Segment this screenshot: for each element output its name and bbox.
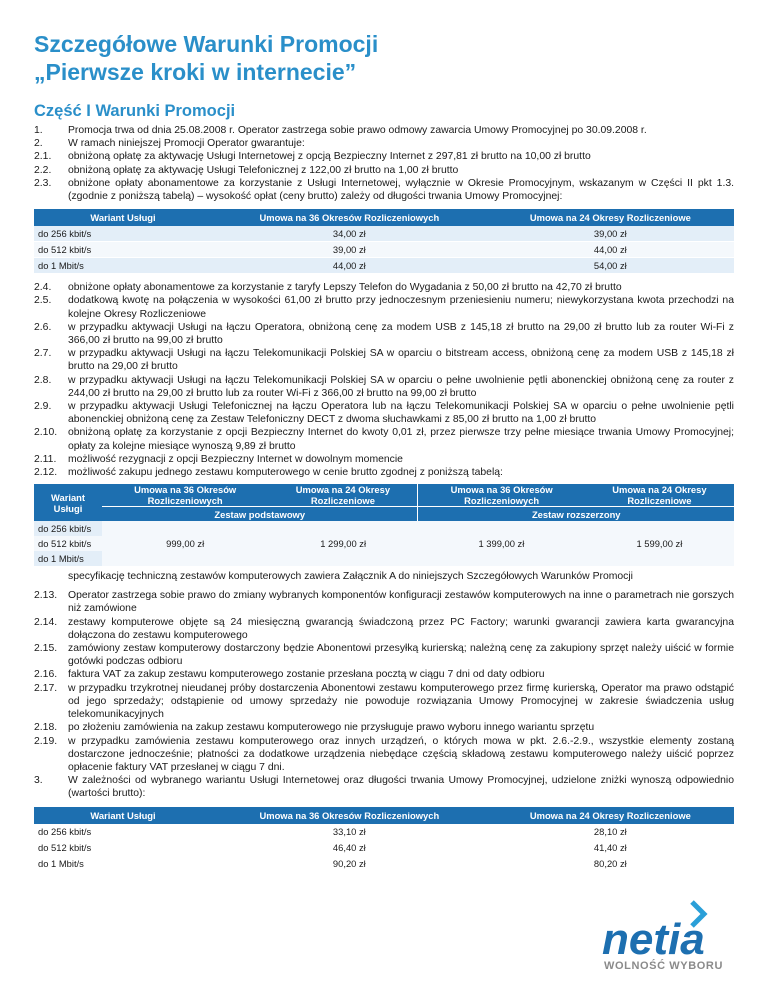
table-cell: do 1 Mbit/s — [34, 551, 102, 566]
table3-header-24: Umowa na 24 Okresy Rozliczeniowe — [487, 807, 734, 824]
table2-header-c1: Umowa na 36 Okresów Rozliczeniowych — [102, 484, 268, 507]
item-text: w przypadku aktywacji Usługi na łączu Operatora, obniżoną cenę za modem USB z 145,18 zł brutto na 29,00 zł brutto lub za router Wi-Fi z 366,00 zł brutto na 99,00 zł brutto — [68, 321, 734, 347]
list-item — [34, 124, 734, 137]
item-text: faktura VAT za zakup zestawu komputerowego zostanie przesłana pocztą w ciągu 7 dni od daty odbioru — [68, 669, 545, 681]
list-item — [34, 735, 734, 775]
table-cell: 41,40 zł — [487, 839, 734, 855]
terms-list-a — [34, 124, 734, 203]
item-text: możliwość zakupu jednego zestawu komputerowego w cenie brutto zgodnej z poniższą tabelą: — [68, 467, 503, 479]
list-item — [34, 281, 734, 294]
table-cell: 28,10 zł — [593, 825, 627, 837]
item-text: w przypadku trzykrotnej nieudanej próby dostarczenia Abonentowi zestawu komputerowego przez firmę kurierską, Operator ma prawo odstąpić od jego sprzedaży; odstąpienie od umowy sprzedaży nie powoduje rozwiązania Umowy Promocyjnej w zakresie świadczenia usług telekomunikacyjnych — [68, 682, 734, 721]
list-item — [34, 400, 734, 426]
item-text: zestawy komputerowe objęte są 24 miesięczną gwarancją świadczoną przez PC Factory; warunki gwarancji zawiera karta gwarancyjna dołączona do zestawu komputerowego — [68, 616, 734, 641]
list-item — [34, 177, 734, 203]
item-text: W zależności od wybranego wariantu Usługi Internetowej oraz długości trwania Umowy Promocyjnej, udzielone zniżki wynoszą odpowiednio (wartości brutto): — [68, 775, 734, 800]
table-cell: 33,10 zł — [332, 825, 366, 837]
item-number: 2.1. — [34, 151, 52, 163]
netia-logo — [600, 900, 730, 972]
computer-set-price-table — [34, 484, 734, 566]
item-text: możliwość rezygnacji z opcji Bezpieczny Internet w dowolnym momencie — [68, 453, 403, 465]
table3-header-36: Umowa na 36 Okresów Rozliczeniowych — [212, 807, 487, 824]
item-text: Operator zastrzega sobie prawo do zmiany wybranych komponentów konfiguracji zestawów komputerowych na inne o parametrach nie gorszych niż zamówione — [68, 590, 734, 615]
item-number: 2.9. — [34, 401, 52, 413]
item-text: obniżone opłaty abonamentowe za korzystanie z taryfy Lepszy Telefon do Wygadania z 50,00 zł brutto na 42,70 zł brutto — [68, 282, 622, 294]
item-number: 2.14. — [34, 616, 58, 628]
item-number: 3. — [34, 775, 43, 787]
terms-list-b — [34, 281, 734, 479]
item-number: 2.2. — [34, 164, 52, 176]
table-cell: 80,20 zł — [487, 855, 734, 871]
item-number: 2.10. — [34, 427, 58, 439]
page-title — [34, 30, 734, 86]
item-number: 2.17. — [34, 682, 58, 694]
item-text: w przypadku aktywacji Usługi na łączu Telekomunikacji Polskiej SA w oparciu o bitstream access, obniżoną cenę za modem USB z 145,18 zł brutto na 29,00 zł brutto — [68, 348, 734, 373]
subscription-price-table — [34, 209, 734, 273]
item-text: obniżoną opłatę za korzystanie z opcji Bezpieczny Internet do kwoty 0,01 zł, przez pierwsze trzy pełne miesiące trwania Umowy Promocyjnej; opłaty za kolejne miesiące wynoszą 9,89 zł brutto — [68, 427, 734, 452]
table-cell: do 1 Mbit/s — [34, 258, 212, 274]
item-number: 2.8. — [34, 374, 52, 386]
table-row — [34, 521, 734, 536]
list-item — [34, 137, 734, 150]
item-number: 2.6. — [34, 321, 52, 333]
spec-note: specyfikację techniczną zestawów komputerowych zawiera Załącznik A do niniejszych Szczegółowych Warunków Promocji — [68, 571, 633, 583]
item-text: obniżoną opłatę za aktywację Usługi Telefonicznej z 122,00 zł brutto na 1,00 zł brutto — [68, 164, 459, 176]
item-text: obniżone opłaty abonamentowe za korzystanie z Usługi Internetowej, wyłącznie w Okresie Promocyjnym, wskazanym w Części II pkt 1.3. (zgodnie z poniższą tabelą) – wysokość opłat (ceny brutto) zależy od długości trwania Umowy Promocyjnej: — [68, 177, 734, 203]
item-number: 2.12. — [34, 467, 58, 479]
logo-tagline: WOLNOŚĆ WYBORU — [604, 960, 724, 972]
item-number: 2.5. — [34, 295, 52, 307]
list-item — [34, 164, 734, 177]
list-item — [34, 682, 734, 722]
table-row — [34, 226, 734, 242]
item-number: 2.15. — [34, 643, 58, 655]
item-text: zamówiony zestaw komputerowy dostarczony będzie Abonentowi przesyłką kurierską; należną cenę za zakupiony sprzęt należy uiścić w formie gotówki podczas odbioru — [68, 643, 734, 668]
item-number: 2.3. — [34, 177, 52, 189]
item-number: 2.18. — [34, 722, 58, 734]
table2-header-extended: Zestaw rozszerzony — [418, 507, 734, 522]
list-item — [34, 466, 734, 479]
table-row — [34, 839, 734, 855]
table2-header-variant: Wariant Usługi — [34, 484, 102, 521]
list-item — [34, 668, 734, 681]
item-text: w przypadku zamówienia zestawu komputerowego oraz innych urządzeń, o których mowa w pkt. 2.6.-2.9., wszystkie elementy zostaną dostarczone jednocześnie; płatności za dodatkowe urządzenia niebędące częścią składową zestawu komputerowego należy uiścić poprzez opłacenie faktury VAT przesłanej w ciągu 7 dni. — [68, 735, 734, 773]
table-cell: 39,00 zł — [487, 226, 734, 242]
item-text: Promocja trwa od dnia 25.08.2008 r. Operator zastrzega sobie prawo odmowy zawarcia Umowy Promocyjnej po 30.09.2008 r. — [68, 125, 647, 136]
item-text: obniżoną opłatę za aktywację Usługi Internetowej z opcją Bezpieczny Internet z 297,81 zł brutto na 10,00 zł brutto — [68, 151, 591, 163]
item-text: W ramach niniejszej Promocji Operator gwarantuje: — [68, 138, 305, 150]
price-extended-36: 1 399,00 zł — [418, 521, 585, 566]
item-number: 1. — [34, 125, 43, 136]
table-cell: do 512 kbit/s — [34, 536, 102, 551]
list-item — [34, 321, 734, 347]
document-page — [34, 30, 734, 871]
table-cell: do 256 kbit/s — [34, 521, 102, 536]
table-row — [34, 258, 734, 274]
list-item — [34, 721, 734, 734]
discount-table — [34, 807, 734, 871]
price-extended-24: 1 599,00 zł — [585, 521, 734, 566]
list-item — [34, 642, 734, 668]
item-number: 2.16. — [34, 669, 58, 681]
table-row — [34, 824, 734, 840]
item-number: 2.19. — [34, 735, 58, 747]
table2-header-c4: Umowa na 24 Okresy Rozliczeniowe — [585, 484, 734, 507]
table1-header-36: Umowa na 36 Okresów Rozliczeniowych — [212, 209, 487, 226]
table-row — [34, 242, 734, 258]
table2-header-c2: Umowa na 24 Okresy Rozliczeniowe — [268, 484, 418, 507]
table1-header-variant: Wariant Usługi — [34, 209, 212, 226]
list-item — [34, 774, 734, 800]
item-number: 2.7. — [34, 348, 52, 360]
item-number: 2.13. — [34, 590, 58, 602]
netia-logo-mark — [600, 900, 730, 958]
table3-header-variant: Wariant Usługi — [34, 807, 212, 824]
table-cell: 44,00 zł — [487, 242, 734, 258]
list-item — [34, 150, 734, 163]
list-item — [34, 616, 734, 642]
table-cell: 54,00 zł — [487, 258, 734, 274]
price-basic-36: 999,00 zł — [102, 521, 268, 566]
table-cell: 46,40 zł — [212, 839, 487, 855]
table-cell: do 512 kbit/s — [34, 839, 212, 855]
table-cell: 39,00 zł — [212, 242, 487, 258]
list-item — [34, 453, 734, 466]
item-text: po złożeniu zamówienia na zakup zestawu komputerowego nie przysługuje prawo wyboru innego wariantu sprzętu — [68, 722, 595, 734]
table-cell: do 1 Mbit/s — [34, 855, 212, 871]
list-item — [34, 294, 734, 320]
table-cell: do 512 kbit/s — [34, 242, 212, 258]
table-row — [34, 855, 734, 871]
table-cell: 34,00 zł — [212, 226, 487, 242]
item-number: 2.4. — [34, 282, 52, 294]
list-item — [34, 589, 734, 615]
item-text: dodatkową kwotę na połączenia w wysokości 61,00 zł brutto przy jednoczesnym przeniesieniu numeru; niewykorzystana kwota przechodzi na kolejne Okresy Rozliczeniowe — [68, 295, 734, 320]
table-cell: 90,20 zł — [212, 855, 487, 871]
list-item — [34, 426, 734, 452]
item-text: w przypadku aktywacji Usługi Telefonicznej na łączu Operatora lub na łączu Telekomunikacji Polskiej SA w oparciu o pełne uwolnienie pętli abonenckiej obniżoną cenę za Zestaw Telefoniczny DECT z dwoma słuchawkami z 85,00 zł brutto na 1,00 zł brutto — [68, 401, 734, 426]
terms-list-c — [34, 589, 734, 800]
item-number: 2.11. — [34, 453, 57, 465]
item-number: 2. — [34, 138, 43, 150]
section-heading: Część I Warunki Promocji — [34, 102, 236, 120]
table1-header-24: Umowa na 24 Okresy Rozliczeniowe — [487, 209, 734, 226]
title-line-1: Szczegółowe Warunki Promocji — [34, 31, 379, 57]
table-cell: 44,00 zł — [212, 258, 487, 274]
logo-text: netia — [602, 915, 705, 958]
table2-header-c3: Umowa na 36 Okresów Rozliczeniowych — [418, 484, 585, 507]
table2-header-basic: Zestaw podstawowy — [102, 507, 418, 522]
list-item — [34, 347, 734, 373]
table-cell: do 256 kbit/s — [34, 226, 212, 242]
title-line-2: „Pierwsze kroki w internecie” — [34, 59, 357, 85]
list-item — [34, 374, 734, 400]
table-cell: do 256 kbit/s — [38, 825, 92, 837]
item-text: w przypadku aktywacji Usługi na łączu Telekomunikacji Polskiej SA w oparciu o pełne uwolnienie pętli abonenckiej obniżoną cenę za router z 244,00 zł brutto na 29,00 zł brutto lub za router Wi-Fi z 366,00 zł brutto na 99,00 zł brutto — [68, 374, 734, 399]
price-basic-24: 1 299,00 zł — [268, 521, 418, 566]
